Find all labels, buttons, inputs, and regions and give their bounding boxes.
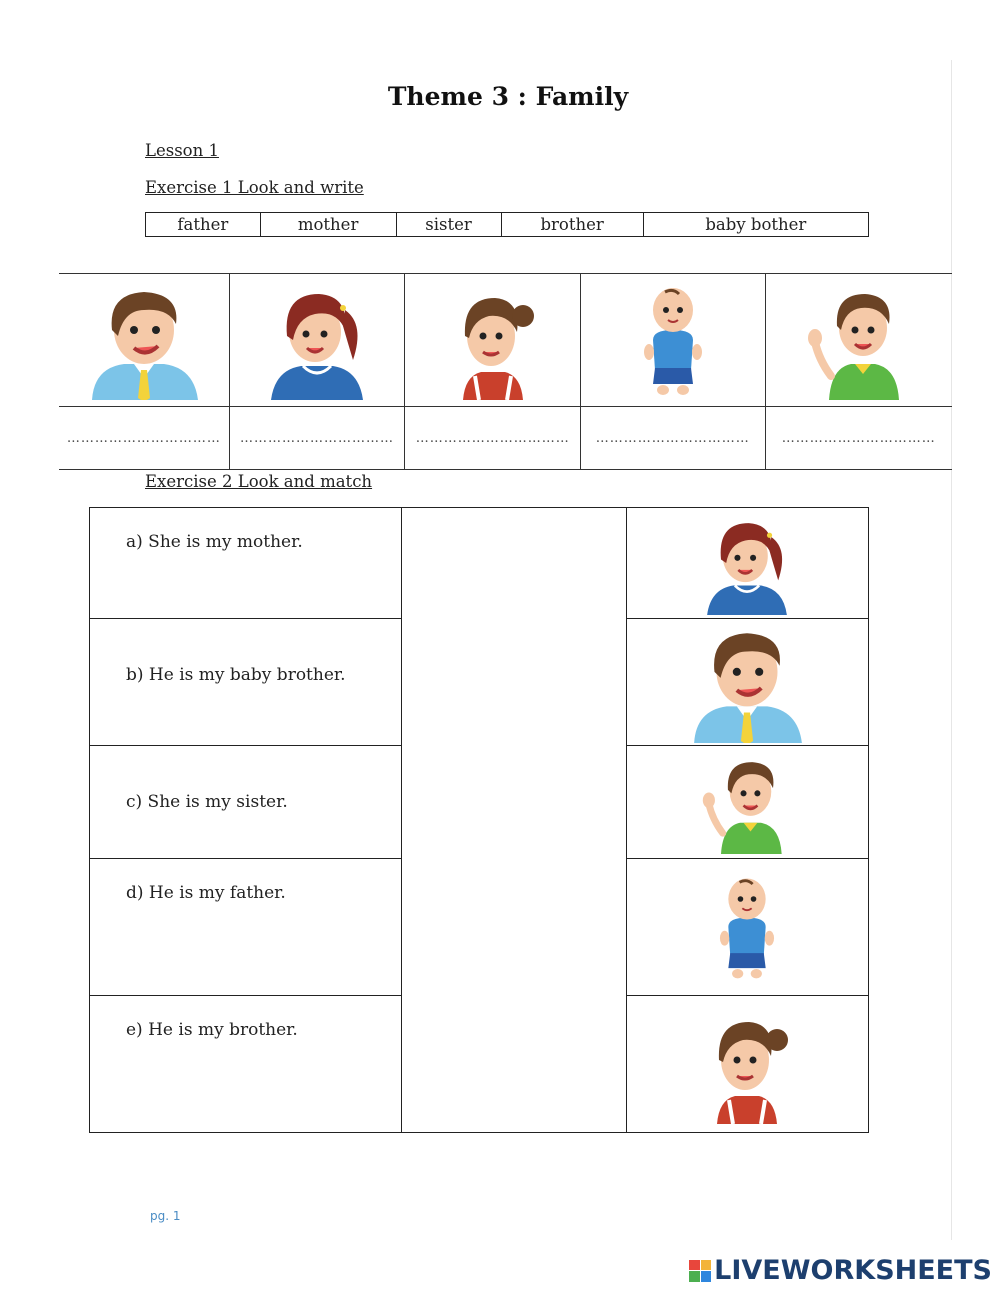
answer-field[interactable]: …………………………… [229,407,405,470]
match-picture-cell[interactable] [626,859,868,996]
father-icon [84,280,204,400]
answer-field[interactable]: …………………………… [59,407,229,470]
word-bank [145,212,869,237]
word-brother: brother [501,213,643,237]
exercise1-heading: Exercise 1 Look and write [145,178,364,197]
brand-logo[interactable] [689,1255,992,1286]
mother-icon [257,280,377,400]
page-number: pg. 1 [150,1209,181,1223]
baby-brother-icon [691,871,803,983]
exercise2-table [89,507,869,1133]
match-picture-cell[interactable] [626,508,868,619]
father-icon [686,621,808,743]
baby-brother-icon [613,280,733,400]
answer-field[interactable]: …………………………… [405,407,581,470]
sentence-cell [90,746,402,859]
ex1-picture-cell [229,274,405,407]
sentence-a: a) She is my mother. [126,532,303,552]
ex1-picture-cell [765,274,952,407]
sentence-cell [90,859,402,996]
ex1-picture-cell [59,274,229,407]
match-picture-cell[interactable] [626,619,868,746]
word-mother: mother [260,213,396,237]
answer-field[interactable]: …………………………… [765,407,952,470]
page-title: Theme 3 : Family [387,82,629,111]
ex1-picture-cell [405,274,581,407]
sentence-cell [90,619,402,746]
brand-name: LIVEWORKSHEETS [714,1255,992,1286]
brother-icon [695,750,799,854]
page-edge [951,60,952,1240]
sentence-cell [90,996,402,1133]
word-sister: sister [396,213,501,237]
exercise2-heading: Exercise 2 Look and match [145,472,373,491]
match-picture-cell[interactable] [626,746,868,859]
ex1-picture-cell [581,274,766,407]
brother-icon [799,280,919,400]
sentence-e: e) He is my brother. [126,1020,298,1040]
sentence-c: c) She is my sister. [126,792,288,812]
logo-cube-icon [689,1260,711,1282]
match-picture-cell[interactable] [626,996,868,1133]
match-area[interactable] [402,508,626,1133]
sister-icon [687,1004,807,1124]
exercise1-table [59,273,952,470]
sentence-d: d) He is my father. [126,883,286,903]
word-father: father [146,213,261,237]
sister-icon [433,280,553,400]
answer-field[interactable]: …………………………… [581,407,766,470]
sentence-b: b) He is my baby brother. [126,665,346,685]
sentence-cell [90,508,402,619]
word-baby-brother: baby bother [643,213,868,237]
mother-icon [695,511,799,615]
lesson-label: Lesson 1 [145,141,219,160]
